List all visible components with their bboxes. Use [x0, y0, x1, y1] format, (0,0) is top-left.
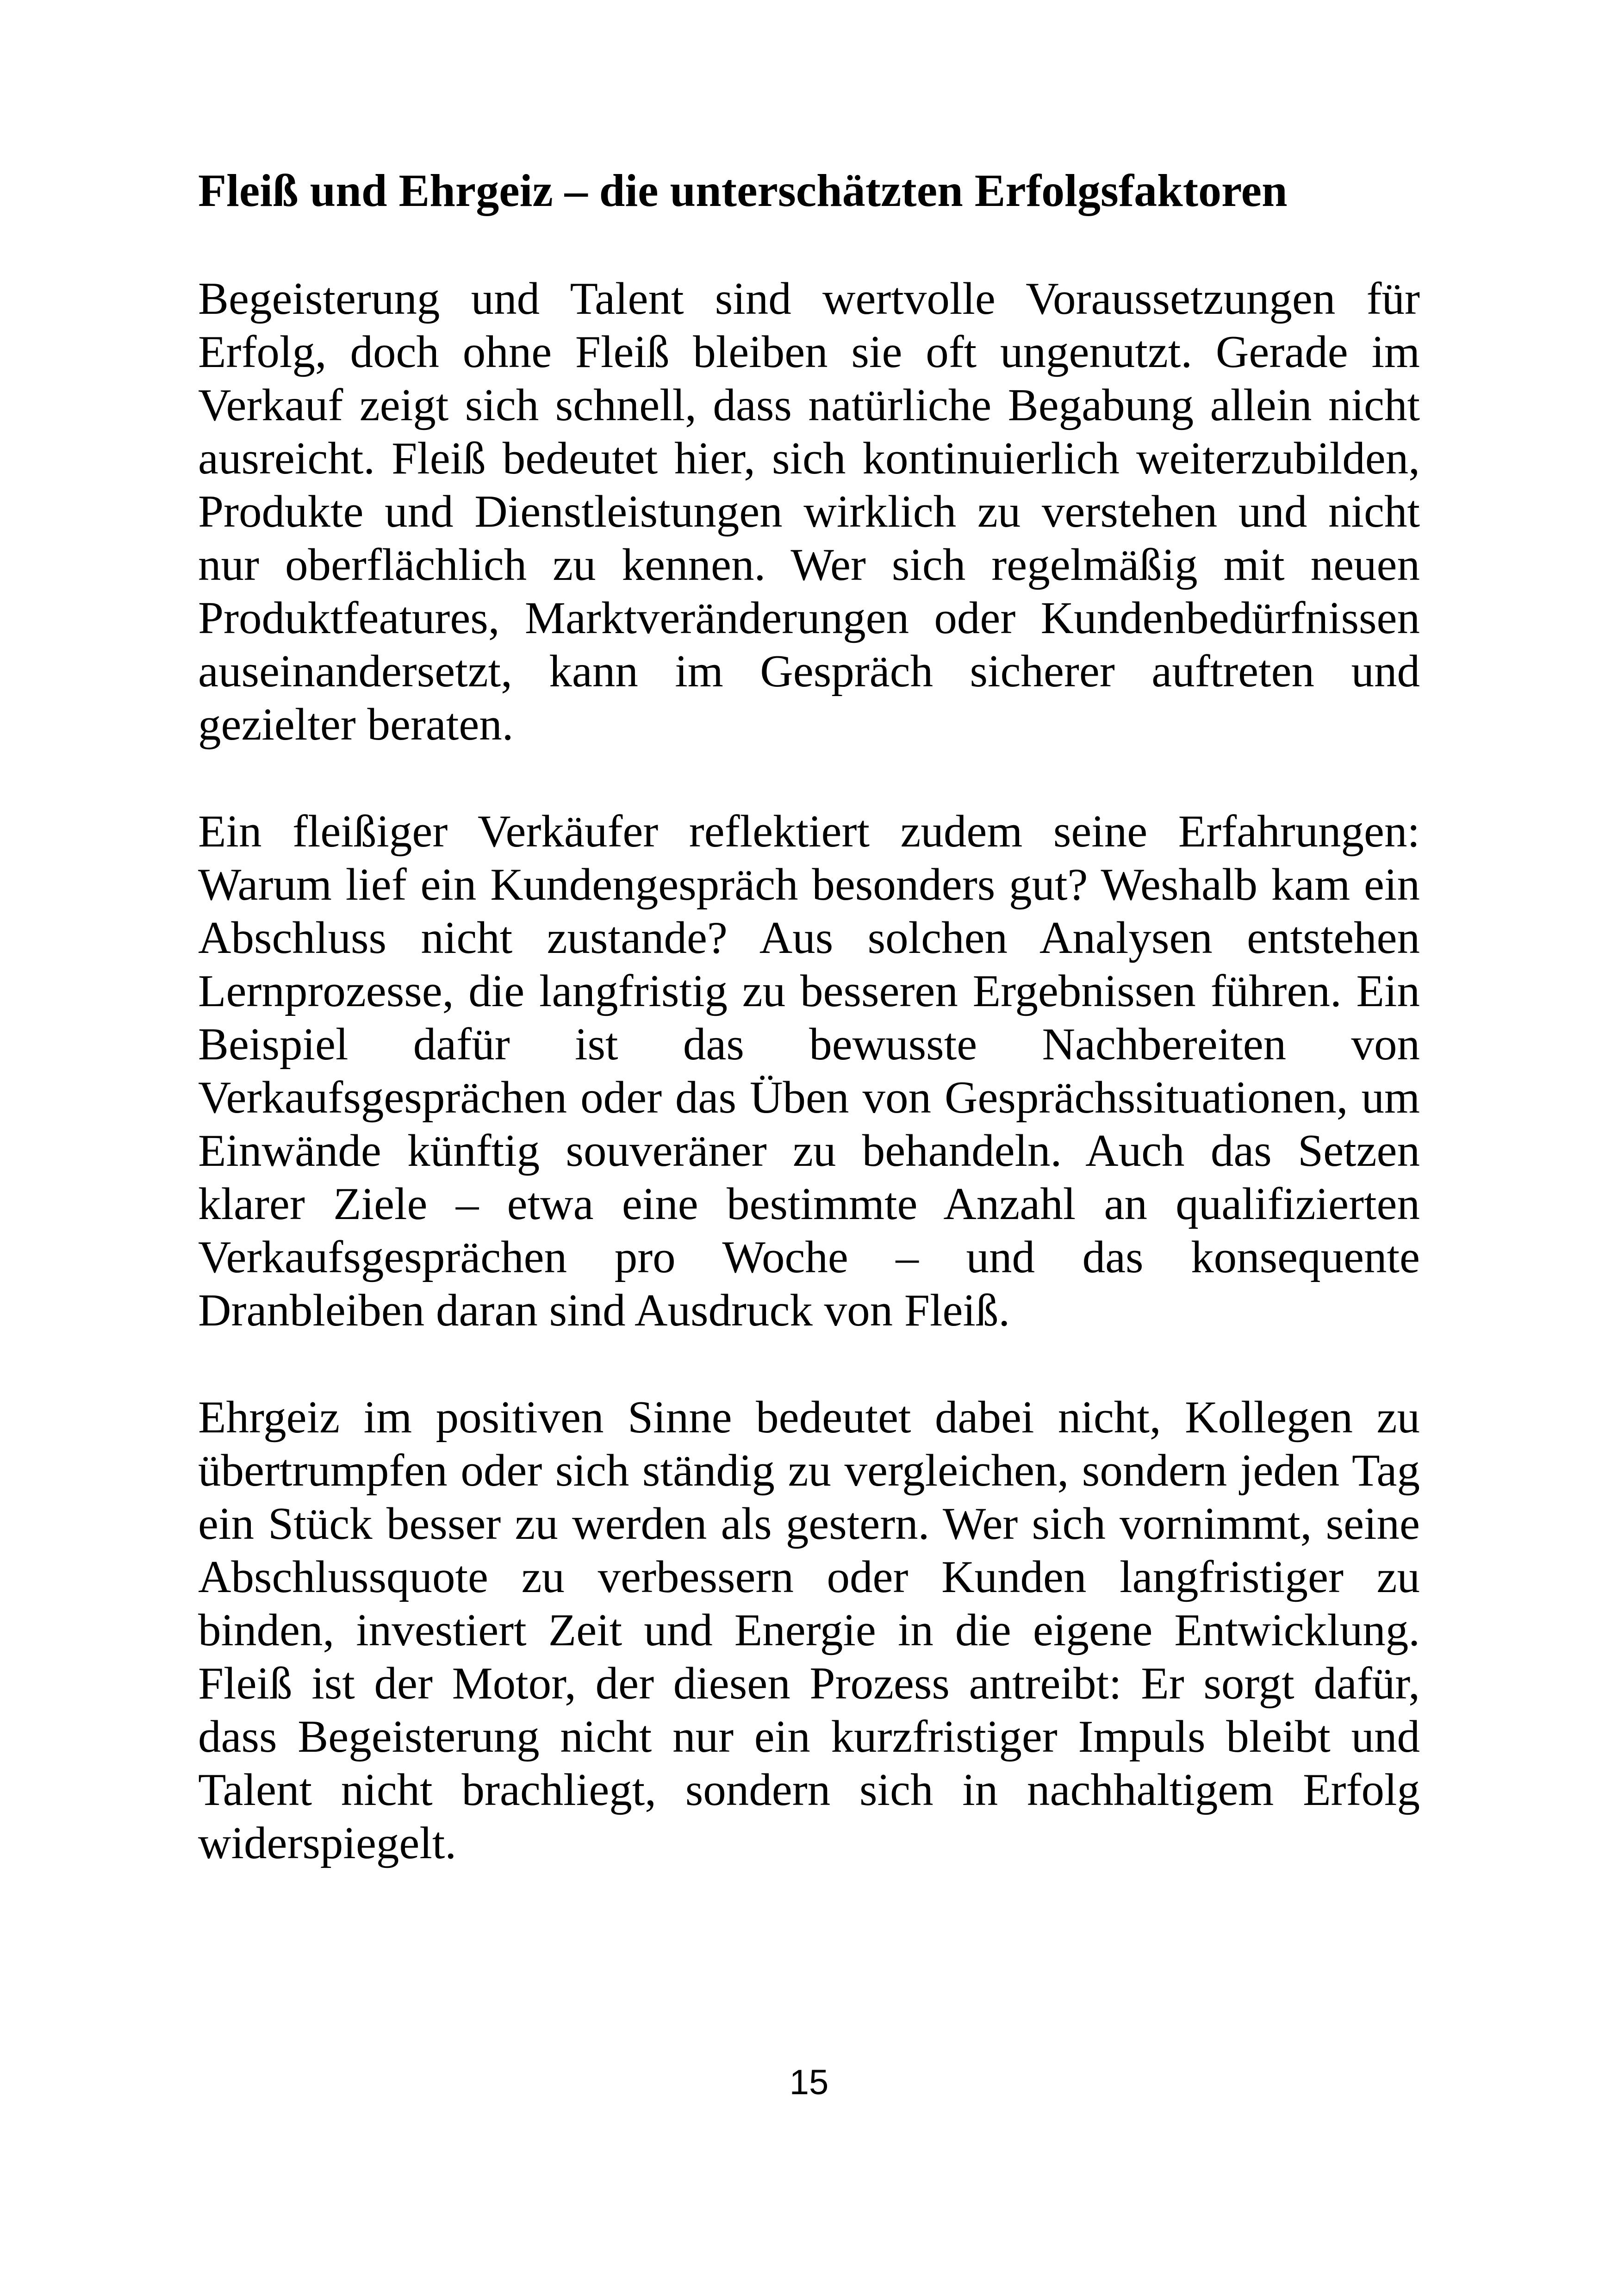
page-body — [198, 163, 1420, 1923]
paragraph-2: Ein fleißiger Verkäufer reflektiert zudem seine Erfahrungen: Warum lief ein Kundengespräch besonders gut? Weshalb kam ein Abschluss nicht zustande? Aus solchen Analysen entstehen Lernprozesse, die langfristig zu besseren Ergebnissen führen. Ein Beispiel dafür ist das bewusste Nachbereiten von Verkaufsgesprächen oder das Üben von Gesprächssituationen, um Einwände künftig souveräner zu behandeln. Auch das Setzen klarer Ziele – etwa eine bestimmte Anzahl an qualifizierten Verkaufsgesprächen pro Woche – und das konsequente Dranbleiben daran sind Ausdruck von Fleiß. — [198, 806, 1420, 1336]
page-heading: Fleiß und Ehrgeiz – die unterschätzten Erfolgsfaktoren — [198, 165, 1288, 216]
page-number: 15 — [789, 2063, 829, 2102]
paragraph-1: Begeisterung und Talent sind wertvolle Voraussetzungen für Erfolg, doch ohne Fleiß bleiben sie oft ungenutzt. Gerade im Verkauf zeigt sich schnell, dass natürliche Begabung allein nicht ausreicht. Fleiß bedeutet hier, sich kontinuierlich weiterzubilden, Produkte und Dienstleistungen wirklich zu verstehen und nicht nur oberflächlich zu kennen. Wer sich regelmäßig mit neuen Produktfeatures, Marktveränderungen oder Kundenbedürfnissen auseinandersetzt, kann im Gespräch sicherer auftreten und gezielter beraten. — [198, 274, 1420, 750]
paragraph-3: Ehrgeiz im positiven Sinne bedeutet dabei nicht, Kollegen zu übertrumpfen oder sich ständig zu vergleichen, sondern jeden Tag ein Stück besser zu werden als gestern. Wer sich vornimmt, seine Abschlussquote zu verbessern oder Kunden langfristiger zu binden, investiert Zeit und Energie in die eigene Entwicklung. Fleiß ist der Motor, der diesen Prozess antreibt: Er sorgt dafür, dass Begeisterung nicht nur ein kurzfristiger Impuls bleibt und Talent nicht brachliegt, sondern sich in nachhaltigem Erfolg widerspiegelt. — [198, 1392, 1420, 1868]
